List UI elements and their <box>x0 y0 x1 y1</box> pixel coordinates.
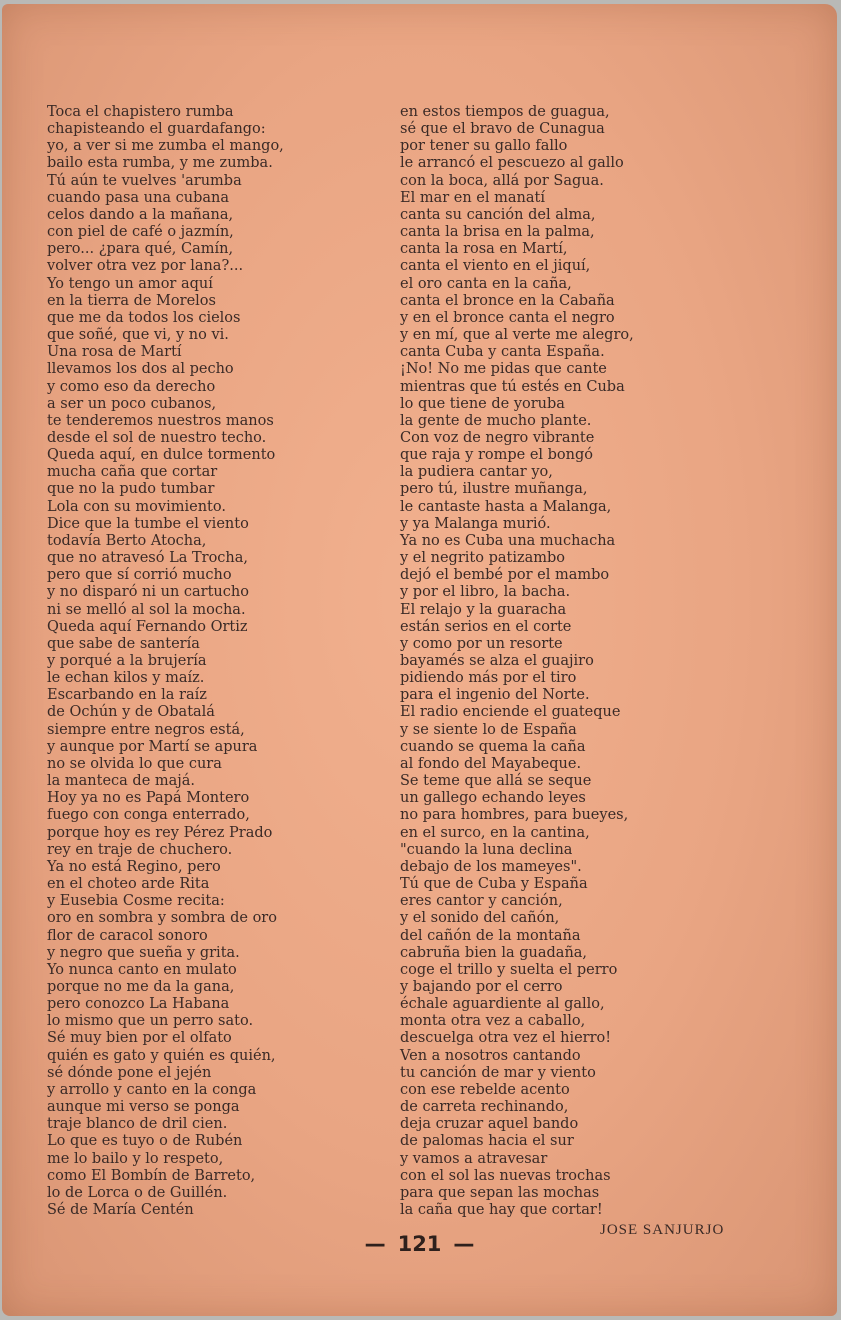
page-number-dash-left: — <box>364 1232 386 1256</box>
poem-line: Tú que de Cuba y España <box>400 876 588 893</box>
poem-line: eres cantor y canción, <box>400 893 563 910</box>
poem-line: Sé de María Centén <box>47 1202 194 1218</box>
poem-line: fuego con conga enterrado, <box>47 807 250 824</box>
poem-line: coge el trillo y suelta el perro <box>400 961 618 978</box>
poem-line: en el surco, en la cantina, <box>400 824 590 841</box>
poem-line: y en mí, que al verte me alegro, <box>400 327 634 344</box>
poem-line: pero conozco La Habana <box>47 996 230 1013</box>
poem-line: canta el viento en el jiquí, <box>400 258 591 275</box>
poem-line: porque no me da la gana, <box>47 978 235 995</box>
poem-line: al fondo del Mayabeque. <box>400 755 582 772</box>
poem-line: Queda aquí Fernando Ortiz <box>47 618 248 635</box>
poem-line: me lo bailo y lo respeto, <box>47 1150 224 1167</box>
poem-line: y porqué a la brujería <box>47 653 207 669</box>
page-number: 121 <box>397 1232 442 1256</box>
poem-line: le echan kilos y maíz. <box>47 670 205 687</box>
poem-line: en el choteo arde Rita <box>47 876 210 893</box>
poem-line: la caña que hay que cortar! <box>400 1202 603 1218</box>
poem-line: pidiendo más por el tiro <box>400 670 577 687</box>
poem-line: rey en traje de chuchero. <box>47 841 233 858</box>
poem-line: échale aguardiente al gallo, <box>400 996 605 1013</box>
poem-line: Escarbando en la raíz <box>47 687 207 704</box>
poem-line: como El Bombín de Barreto, <box>47 1167 256 1184</box>
poem-line: y por el libro, la bacha. <box>400 584 571 601</box>
poem-line: Yo tengo un amor aquí <box>47 275 213 292</box>
poem-line: que raja y rompe el bongó <box>400 447 594 464</box>
poem-line: y como eso da derecho <box>47 378 216 395</box>
poem-line: que no la pudo tumbar <box>47 481 215 498</box>
poem-line: desde el sol de nuestro techo. <box>47 429 267 446</box>
author-signature: JOSE SANJURJO <box>600 1222 725 1238</box>
poem-line: Toca el chapistero rumba <box>47 104 234 120</box>
poem-line: cuando se quema la caña <box>400 738 586 755</box>
poem-line: están serios en el corte <box>400 618 572 635</box>
poem-line: volver otra vez por lana?... <box>47 258 244 275</box>
poem-line: no para hombres, para bueyes, <box>400 807 629 824</box>
book-page <box>2 4 837 1316</box>
poem-line: todavía Berto Atocha, <box>47 532 207 549</box>
poem-line: y el negrito patizambo <box>400 550 566 567</box>
poem-line: de carreta rechinando, <box>400 1099 569 1116</box>
poem-line: y Eusebia Cosme recita: <box>47 893 225 910</box>
poem-line: y no disparó ni un cartucho <box>47 584 249 601</box>
poem-line: El relajo y la guaracha <box>400 601 567 618</box>
poem-line: que soñé, que vi, y no vi. <box>47 327 229 344</box>
poem-line: Se teme que allá se seque <box>400 773 592 790</box>
poem-line: un gallego echando leyes <box>400 790 586 807</box>
poem-line: en estos tiempos de guagua, <box>400 104 610 120</box>
poem-line: yo, a ver si me zumba el mango, <box>47 138 284 155</box>
poem-line: con la boca, allá por Sagua. <box>400 172 604 189</box>
poem-line: y negro que sueña y grita. <box>47 944 240 961</box>
poem-line: cabruña bien la guadaña, <box>400 944 588 961</box>
poem-line: te tenderemos nuestros manos <box>47 412 274 429</box>
poem-line: de palomas hacia el sur <box>400 1133 574 1150</box>
poem-line: debajo de los mameyes". <box>400 858 582 875</box>
page-number-footer <box>2 1232 837 1256</box>
poem-line: mucha caña que cortar <box>47 464 218 481</box>
poem-line: para el ingenio del Norte. <box>400 687 590 704</box>
poem-line: canta su canción del alma, <box>400 206 596 223</box>
poem-line: aunque mi verso se ponga <box>47 1099 240 1116</box>
poem-line: canta la brisa en la palma, <box>400 224 595 241</box>
poem-line: traje blanco de dril cien. <box>47 1116 228 1133</box>
poem-line: y bajando por el cerro <box>400 978 563 995</box>
poem-line: El radio enciende el guateque <box>400 704 621 721</box>
poem-line: lo mismo que un perro sato. <box>47 1013 254 1030</box>
poem-line: del cañón de la montaña <box>400 927 581 944</box>
poem-line: lo de Lorca o de Guillén. <box>47 1184 228 1201</box>
poem-line: y ya Malanga murió. <box>400 515 551 532</box>
poem-line: Con voz de negro vibrante <box>400 429 595 446</box>
poem-line: la gente de mucho plante. <box>400 412 592 429</box>
poem-line: con ese rebelde acento <box>400 1081 570 1098</box>
poem-line: la pudiera cantar yo, <box>400 464 553 481</box>
page-number-dash-right: — <box>453 1232 475 1256</box>
poem-line: ni se melló al sol la mocha. <box>47 601 246 618</box>
poem-line: y arrollo y canto en la conga <box>47 1081 257 1098</box>
poem-line: chapisteando el guardafango: <box>47 121 266 138</box>
poem-line: canta Cuba y canta España. <box>400 344 605 361</box>
poem-line: canta el bronce en la Cabaña <box>400 292 615 309</box>
poem-line: la manteca de majá. <box>47 773 196 790</box>
poem-left-column <box>47 104 407 1219</box>
poem-line: que sabe de santería <box>47 635 200 652</box>
poem-line: Lo que es tuyo o de Rubén <box>47 1133 243 1150</box>
poem-line: bayamés se alza el guajiro <box>400 653 594 669</box>
poem-line: "cuando la luna declina <box>400 841 573 858</box>
poem-line: celos dando a la mañana, <box>47 206 234 223</box>
poem-line: pero tú, ilustre muñanga, <box>400 481 588 498</box>
poem-line: Una rosa de Martí <box>47 344 182 361</box>
poem-line: que me da todos los cielos <box>47 309 241 326</box>
poem-line: pero... ¿para qué, Camín, <box>47 241 234 258</box>
poem-line: dejó el bembé por el mambo <box>400 567 610 584</box>
poem-line: y como por un resorte <box>400 635 563 652</box>
poem-line: y aunque por Martí se apura <box>47 738 258 755</box>
poem-line: no se olvida lo que cura <box>47 755 222 772</box>
poem-line: sé dónde pone el jején <box>47 1064 212 1081</box>
poem-line: oro en sombra y sombra de oro <box>47 910 277 927</box>
poem-line: le arrancó el pescuezo al gallo <box>400 155 624 172</box>
poem-line: canta la rosa en Martí, <box>400 241 568 258</box>
poem-line: sé que el bravo de Cunagua <box>400 121 605 138</box>
poem-line: monta otra vez a caballo, <box>400 1013 586 1030</box>
poem-line: siempre entre negros está, <box>47 721 245 738</box>
poem-line: con el sol las nuevas trochas <box>400 1167 611 1184</box>
poem-line: el oro canta en la caña, <box>400 275 572 292</box>
poem-line: Ven a nosotros cantando <box>400 1047 581 1064</box>
poem-line: y vamos a atravesar <box>400 1150 548 1167</box>
poem-line: mientras que tú estés en Cuba <box>400 378 625 395</box>
poem-line: bailo esta rumba, y me zumba. <box>47 155 273 172</box>
poem-line: tu canción de mar y viento <box>400 1064 596 1081</box>
poem-line: pero que sí corrió mucho <box>47 567 232 584</box>
poem-line: lo que tiene de yoruba <box>400 395 565 412</box>
poem-line: porque hoy es rey Pérez Prado <box>47 824 273 841</box>
poem-line: Dice que la tumbe el viento <box>47 515 249 532</box>
poem-line: ¡No! No me pidas que cante <box>400 361 607 378</box>
poem-line: Yo nunca canto en mulato <box>47 961 237 978</box>
poem-line: por tener su gallo fallo <box>400 138 568 155</box>
poem-line: Ya no es Cuba una muchacha <box>400 532 616 549</box>
poem-line: descuelga otra vez el hierro! <box>400 1030 612 1047</box>
poem-line: con piel de café o jazmín, <box>47 224 234 241</box>
poem-line: llevamos los dos al pecho <box>47 361 234 378</box>
poem-line: flor de caracol sonoro <box>47 927 208 944</box>
poem-line: que no atravesó La Trocha, <box>47 550 249 567</box>
poem-line: Hoy ya no es Papá Montero <box>47 790 250 807</box>
poem-right-column <box>400 104 820 1219</box>
poem-line: El mar en el manatí <box>400 189 545 206</box>
poem-line: Queda aquí, en dulce tormento <box>47 447 276 464</box>
poem-line: y se siente lo de España <box>400 721 577 738</box>
poem-line: en la tierra de Morelos <box>47 292 216 309</box>
poem-line: para que sepan las mochas <box>400 1184 600 1201</box>
poem-line: Ya no está Regino, pero <box>47 858 221 875</box>
poem-line: Lola con su movimiento. <box>47 498 226 515</box>
poem-line: Sé muy bien por el olfato <box>47 1030 232 1047</box>
poem-line: Tú aún te vuelves 'arumba <box>47 172 242 189</box>
poem-line: le cantaste hasta a Malanga, <box>400 498 612 515</box>
poem-line: y el sonido del cañón, <box>400 910 560 927</box>
poem-line: cuando pasa una cubana <box>47 189 229 206</box>
poem-line: de Ochún y de Obatalá <box>47 704 215 721</box>
poem-line: deja cruzar aquel bando <box>400 1116 579 1133</box>
poem-line: y en el bronce canta el negro <box>400 309 615 326</box>
poem-line: a ser un poco cubanos, <box>47 395 217 412</box>
poem-line: quién es gato y quién es quién, <box>47 1047 276 1064</box>
